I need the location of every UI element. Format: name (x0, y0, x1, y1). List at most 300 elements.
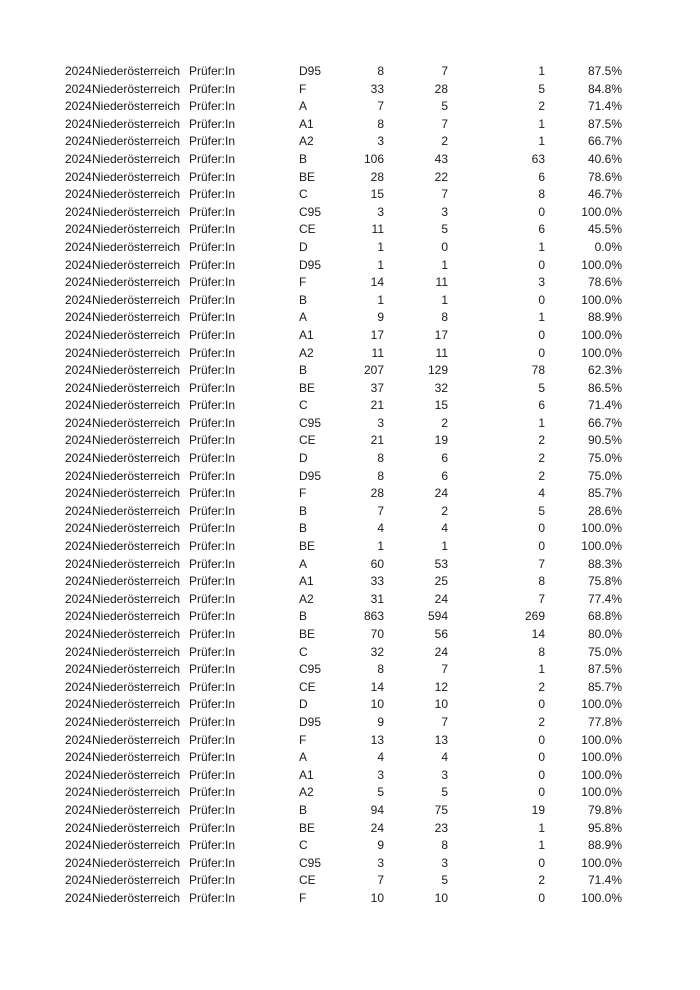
cell-region: Niederösterreich (92, 820, 181, 835)
cell-year: 2024 (65, 732, 92, 747)
cell-region: Niederösterreich (92, 239, 181, 254)
cell-pass-rate: 28.6% (587, 503, 622, 518)
cell-role: Prüfer:In (189, 134, 236, 149)
cell-failed: 0 (538, 539, 545, 554)
cell-license-class: C95 (299, 855, 322, 870)
cell-passed: 24 (434, 486, 448, 501)
cell-license-class: B (299, 802, 308, 817)
cell-role: Prüfer:In (189, 503, 236, 518)
cell-role: Prüfer:In (189, 415, 236, 430)
cell-region: Niederösterreich (92, 486, 181, 501)
cell-region: Niederösterreich (92, 873, 181, 888)
cell-year: 2024 (65, 99, 92, 114)
cell-region: Niederösterreich (92, 415, 181, 430)
cell-license-class: A2 (299, 345, 314, 360)
cell-passed: 1 (441, 257, 448, 272)
cell-role: Prüfer:In (189, 820, 236, 835)
cell-total: 17 (370, 327, 384, 342)
table-row (0, 98, 700, 116)
cell-passed: 25 (434, 574, 448, 589)
cell-failed: 0 (538, 697, 545, 712)
cell-region: Niederösterreich (92, 591, 181, 606)
cell-pass-rate: 78.6% (587, 275, 622, 290)
cell-passed: 1 (441, 292, 448, 307)
cell-role: Prüfer:In (189, 662, 236, 677)
cell-total: 5 (377, 785, 384, 800)
table-row (0, 468, 700, 486)
cell-license-class: B (299, 363, 308, 378)
cell-pass-rate: 79.8% (587, 802, 622, 817)
cell-year: 2024 (65, 169, 92, 184)
cell-year: 2024 (65, 574, 92, 589)
cell-pass-rate: 40.6% (587, 151, 622, 166)
cell-failed: 0 (538, 345, 545, 360)
table-row (0, 450, 700, 468)
cell-pass-rate: 46.7% (587, 187, 622, 202)
cell-year: 2024 (65, 644, 92, 659)
cell-passed: 11 (435, 275, 448, 290)
cell-role: Prüfer:In (189, 275, 236, 290)
cell-failed: 0 (538, 890, 545, 905)
cell-year: 2024 (65, 679, 92, 694)
table-row (0, 63, 700, 81)
cell-region: Niederösterreich (92, 99, 181, 114)
cell-license-class: C95 (299, 662, 322, 677)
cell-pass-rate: 88.3% (587, 556, 622, 571)
cell-failed: 2 (538, 99, 545, 114)
cell-region: Niederösterreich (92, 697, 181, 712)
cell-total: 9 (377, 838, 384, 853)
cell-region: Niederösterreich (92, 802, 181, 817)
cell-passed: 17 (434, 327, 448, 342)
table-row (0, 820, 700, 838)
cell-total: 1 (377, 257, 384, 272)
cell-region: Niederösterreich (92, 451, 181, 466)
cell-passed: 32 (434, 380, 448, 395)
table-row (0, 644, 700, 662)
cell-total: 4 (377, 750, 384, 765)
cell-passed: 5 (441, 222, 448, 237)
cell-license-class: BE (299, 627, 316, 641)
table-row (0, 679, 700, 697)
table-row (0, 257, 700, 275)
cell-license-class: A (299, 99, 308, 114)
table-row (0, 556, 700, 574)
cell-pass-rate: 100.0% (581, 257, 622, 272)
cell-total: 33 (370, 574, 384, 589)
cell-failed: 8 (538, 644, 545, 659)
cell-year: 2024 (65, 890, 92, 905)
cell-license-class: D95 (299, 468, 322, 483)
cell-failed: 19 (531, 802, 545, 817)
cell-failed: 1 (538, 116, 545, 131)
cell-failed: 7 (538, 591, 545, 606)
cell-failed: 6 (538, 222, 545, 237)
cell-year: 2024 (65, 820, 92, 835)
cell-year: 2024 (65, 415, 92, 430)
cell-role: Prüfer:In (189, 521, 236, 536)
cell-pass-rate: 100.0% (581, 750, 622, 765)
cell-region: Niederösterreich (92, 187, 181, 202)
cell-license-class: A2 (299, 134, 314, 149)
cell-license-class: C (299, 838, 308, 853)
table-row (0, 890, 700, 908)
cell-passed: 19 (434, 433, 448, 448)
cell-pass-rate: 100.0% (581, 697, 622, 712)
table-row (0, 239, 700, 257)
cell-total: 37 (370, 380, 384, 395)
cell-license-class: A1 (299, 767, 314, 782)
cell-pass-rate: 95.8% (587, 820, 622, 835)
cell-region: Niederösterreich (92, 81, 181, 96)
cell-passed: 594 (427, 609, 448, 624)
table-row (0, 221, 700, 239)
cell-role: Prüfer:In (189, 697, 236, 712)
cell-role: Prüfer:In (189, 574, 236, 589)
cell-pass-rate: 85.7% (587, 486, 622, 501)
cell-failed: 0 (538, 785, 545, 800)
cell-pass-rate: 66.7% (587, 134, 622, 149)
cell-region: Niederösterreich (92, 662, 181, 677)
cell-pass-rate: 71.4% (587, 398, 622, 413)
cell-region: Niederösterreich (92, 292, 181, 307)
cell-year: 2024 (65, 468, 92, 483)
cell-pass-rate: 80.0% (587, 627, 622, 641)
cell-year: 2024 (65, 380, 92, 395)
cell-failed: 6 (538, 398, 545, 413)
cell-total: 1 (377, 239, 384, 254)
cell-license-class: B (299, 609, 308, 624)
cell-role: Prüfer:In (189, 714, 236, 729)
cell-failed: 2 (538, 433, 545, 448)
cell-year: 2024 (65, 151, 92, 166)
cell-total: 60 (370, 556, 384, 571)
cell-role: Prüfer:In (189, 890, 236, 905)
cell-total: 7 (377, 99, 384, 114)
cell-failed: 0 (538, 327, 545, 342)
cell-role: Prüfer:In (189, 187, 236, 202)
cell-failed: 5 (538, 503, 545, 518)
cell-year: 2024 (65, 292, 92, 307)
cell-region: Niederösterreich (92, 750, 181, 765)
table-row (0, 520, 700, 538)
cell-role: Prüfer:In (189, 433, 236, 448)
cell-region: Niederösterreich (92, 116, 181, 131)
cell-failed: 1 (538, 310, 545, 325)
cell-failed: 63 (531, 151, 545, 166)
cell-total: 33 (370, 81, 384, 96)
table-row (0, 732, 700, 750)
cell-total: 10 (370, 890, 384, 905)
cell-total: 7 (377, 873, 384, 888)
cell-year: 2024 (65, 433, 92, 448)
cell-passed: 6 (441, 451, 448, 466)
cell-pass-rate: 100.0% (581, 345, 622, 360)
spreadsheet-table (0, 63, 700, 908)
cell-total: 8 (377, 468, 384, 483)
cell-region: Niederösterreich (92, 204, 181, 219)
cell-role: Prüfer:In (189, 785, 236, 800)
table-row (0, 327, 700, 345)
cell-total: 11 (371, 222, 384, 237)
cell-year: 2024 (65, 187, 92, 202)
cell-year: 2024 (65, 627, 92, 641)
cell-total: 28 (370, 486, 384, 501)
cell-role: Prüfer:In (189, 750, 236, 765)
cell-license-class: F (299, 81, 307, 96)
table-row (0, 116, 700, 134)
cell-region: Niederösterreich (92, 627, 181, 641)
cell-role: Prüfer:In (189, 767, 236, 782)
cell-total: 28 (370, 169, 384, 184)
cell-failed: 1 (538, 662, 545, 677)
cell-failed: 1 (538, 820, 545, 835)
cell-role: Prüfer:In (189, 204, 236, 219)
cell-failed: 2 (538, 679, 545, 694)
table-row (0, 345, 700, 363)
cell-role: Prüfer:In (189, 64, 236, 78)
cell-license-class: F (299, 486, 307, 501)
cell-year: 2024 (65, 327, 92, 342)
table-row (0, 784, 700, 802)
cell-failed: 2 (538, 873, 545, 888)
cell-license-class: D95 (299, 64, 322, 78)
cell-role: Prüfer:In (189, 239, 236, 254)
cell-year: 2024 (65, 609, 92, 624)
cell-role: Prüfer:In (189, 802, 236, 817)
cell-failed: 5 (538, 380, 545, 395)
cell-role: Prüfer:In (189, 838, 236, 853)
cell-year: 2024 (65, 802, 92, 817)
cell-passed: 0 (441, 239, 448, 254)
cell-total: 9 (377, 714, 384, 729)
cell-total: 15 (370, 187, 384, 202)
table-row (0, 274, 700, 292)
cell-year: 2024 (65, 239, 92, 254)
cell-role: Prüfer:In (189, 732, 236, 747)
cell-year: 2024 (65, 503, 92, 518)
cell-passed: 5 (441, 785, 448, 800)
cell-role: Prüfer:In (189, 627, 236, 641)
cell-region: Niederösterreich (92, 574, 181, 589)
table-row (0, 415, 700, 433)
cell-total: 8 (377, 451, 384, 466)
cell-region: Niederösterreich (92, 732, 181, 747)
cell-failed: 5 (538, 81, 545, 96)
table-row (0, 696, 700, 714)
cell-region: Niederösterreich (92, 64, 181, 78)
cell-region: Niederösterreich (92, 521, 181, 536)
cell-license-class: D95 (299, 714, 322, 729)
table-row (0, 591, 700, 609)
cell-failed: 0 (538, 257, 545, 272)
table-row (0, 503, 700, 521)
cell-license-class: A (299, 750, 308, 765)
cell-passed: 7 (441, 187, 448, 202)
table-row (0, 767, 700, 785)
cell-year: 2024 (65, 451, 92, 466)
cell-region: Niederösterreich (92, 134, 181, 149)
cell-passed: 10 (434, 697, 448, 712)
cell-total: 863 (363, 609, 384, 624)
cell-region: Niederösterreich (92, 609, 181, 624)
cell-passed: 5 (441, 873, 448, 888)
cell-year: 2024 (65, 785, 92, 800)
cell-license-class: C95 (299, 415, 322, 430)
cell-role: Prüfer:In (189, 468, 236, 483)
cell-license-class: D95 (299, 257, 322, 272)
cell-year: 2024 (65, 64, 92, 78)
cell-year: 2024 (65, 521, 92, 536)
cell-passed: 4 (441, 521, 448, 536)
cell-license-class: C (299, 644, 308, 659)
cell-passed: 3 (441, 204, 448, 219)
cell-total: 8 (377, 116, 384, 131)
cell-role: Prüfer:In (189, 398, 236, 413)
table-row (0, 309, 700, 327)
cell-license-class: A (299, 556, 308, 571)
cell-region: Niederösterreich (92, 556, 181, 571)
cell-role: Prüfer:In (189, 855, 236, 870)
cell-year: 2024 (65, 767, 92, 782)
cell-year: 2024 (65, 855, 92, 870)
cell-pass-rate: 87.5% (587, 662, 622, 677)
cell-passed: 75 (434, 802, 448, 817)
cell-region: Niederösterreich (92, 345, 181, 360)
cell-failed: 1 (538, 239, 545, 254)
cell-year: 2024 (65, 204, 92, 219)
cell-total: 14 (370, 679, 384, 694)
cell-region: Niederösterreich (92, 503, 181, 518)
cell-region: Niederösterreich (92, 275, 181, 290)
cell-pass-rate: 86.5% (587, 380, 622, 395)
cell-passed: 53 (434, 556, 448, 571)
cell-pass-rate: 100.0% (581, 890, 622, 905)
cell-year: 2024 (65, 714, 92, 729)
cell-year: 2024 (65, 116, 92, 131)
cell-year: 2024 (65, 222, 92, 237)
cell-year: 2024 (65, 134, 92, 149)
cell-region: Niederösterreich (92, 433, 181, 448)
table-row (0, 749, 700, 767)
cell-passed: 129 (427, 363, 448, 378)
cell-pass-rate: 87.5% (587, 116, 622, 131)
cell-role: Prüfer:In (189, 609, 236, 624)
cell-role: Prüfer:In (189, 257, 236, 272)
cell-year: 2024 (65, 345, 92, 360)
cell-year: 2024 (65, 310, 92, 325)
cell-region: Niederösterreich (92, 644, 181, 659)
cell-pass-rate: 45.5% (587, 222, 622, 237)
table-row (0, 432, 700, 450)
cell-failed: 1 (538, 64, 545, 78)
cell-role: Prüfer:In (189, 556, 236, 571)
cell-license-class: A2 (299, 591, 314, 606)
cell-year: 2024 (65, 556, 92, 571)
cell-passed: 6 (441, 468, 448, 483)
cell-total: 8 (377, 64, 384, 78)
table-row (0, 573, 700, 591)
cell-role: Prüfer:In (189, 644, 236, 659)
table-row (0, 872, 700, 890)
cell-failed: 4 (538, 486, 545, 501)
cell-passed: 56 (434, 627, 448, 641)
cell-passed: 7 (441, 714, 448, 729)
cell-region: Niederösterreich (92, 363, 181, 378)
cell-year: 2024 (65, 662, 92, 677)
cell-failed: 8 (538, 574, 545, 589)
cell-region: Niederösterreich (92, 890, 181, 905)
cell-region: Niederösterreich (92, 398, 181, 413)
cell-region: Niederösterreich (92, 785, 181, 800)
cell-passed: 15 (434, 398, 448, 413)
cell-failed: 0 (538, 204, 545, 219)
cell-failed: 6 (538, 169, 545, 184)
cell-license-class: A2 (299, 785, 314, 800)
cell-total: 13 (370, 732, 384, 747)
cell-failed: 0 (538, 292, 545, 307)
table-row (0, 538, 700, 556)
cell-region: Niederösterreich (92, 327, 181, 342)
cell-role: Prüfer:In (189, 151, 236, 166)
cell-pass-rate: 66.7% (587, 415, 622, 430)
cell-year: 2024 (65, 81, 92, 96)
cell-total: 106 (363, 151, 384, 166)
table-row (0, 837, 700, 855)
cell-license-class: A (299, 310, 308, 325)
cell-total: 8 (377, 662, 384, 677)
table-row (0, 802, 700, 820)
cell-pass-rate: 100.0% (581, 855, 622, 870)
cell-passed: 28 (434, 81, 448, 96)
cell-role: Prüfer:In (189, 363, 236, 378)
cell-license-class: F (299, 275, 307, 290)
table-row (0, 855, 700, 873)
cell-region: Niederösterreich (92, 767, 181, 782)
cell-total: 4 (377, 521, 384, 536)
cell-license-class: CE (299, 873, 316, 888)
cell-total: 9 (377, 310, 384, 325)
cell-pass-rate: 100.0% (581, 204, 622, 219)
cell-role: Prüfer:In (189, 81, 236, 96)
cell-pass-rate: 75.0% (587, 451, 622, 466)
cell-pass-rate: 85.7% (587, 679, 622, 694)
table-row (0, 169, 700, 187)
cell-total: 24 (370, 820, 384, 835)
cell-role: Prüfer:In (189, 99, 236, 114)
cell-year: 2024 (65, 363, 92, 378)
cell-license-class: B (299, 151, 308, 166)
cell-license-class: A1 (299, 327, 314, 342)
cell-year: 2024 (65, 873, 92, 888)
cell-pass-rate: 88.9% (587, 838, 622, 853)
cell-total: 94 (370, 802, 384, 817)
cell-pass-rate: 0.0% (594, 239, 622, 254)
cell-region: Niederösterreich (92, 257, 181, 272)
cell-license-class: C95 (299, 204, 322, 219)
cell-role: Prüfer:In (189, 873, 236, 888)
cell-region: Niederösterreich (92, 539, 181, 554)
cell-license-class: CE (299, 433, 316, 448)
cell-passed: 23 (434, 820, 448, 835)
cell-total: 3 (377, 204, 384, 219)
cell-role: Prüfer:In (189, 327, 236, 342)
cell-pass-rate: 75.0% (587, 468, 622, 483)
cell-failed: 269 (524, 609, 545, 624)
cell-total: 1 (377, 539, 384, 554)
table-row (0, 292, 700, 310)
cell-role: Prüfer:In (189, 380, 236, 395)
